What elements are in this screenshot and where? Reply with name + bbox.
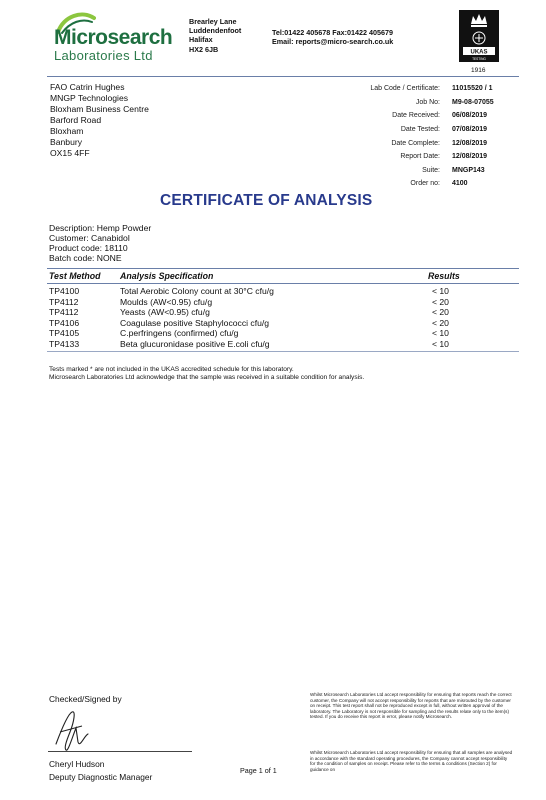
recipient-line: OX15 4FF [50,148,90,158]
meta-row [340,177,494,191]
tel-fax: Tel:01422 405678 Fax:01422 405679 [272,28,393,37]
meta-row [340,109,494,123]
meta-label: Suite: [422,166,440,174]
report-meta [340,82,494,191]
disclaimer-text: Whilst Microsearch Laboratories Ltd accept responsibility for ensuring that reports reach the correct customer, the Company will not accept responsibility for reports that are misrouted by the customer on receipt. This test report shall not be reproduced except in full, without written approval of the laboratory. The Laboratory is not responsible for sampling and the results relate only to the item(s) tested. If you do receive this report in error, please notify Microsearch. [310,692,512,720]
ukas-number: 1916 [471,67,486,74]
ukas-subtext: TESTING [472,57,486,61]
ukas-text: UKAS [470,49,488,56]
address-line: Brearley Lane [189,17,237,26]
cell-method: TP4100 [49,286,80,296]
logo-name: Microsearch [54,26,173,49]
meta-row [340,136,494,150]
meta-value: 12/08/2019 [452,153,488,161]
report-notes [49,366,364,383]
recipient-line: Barford Road [50,115,102,125]
detail-line: Description: Hemp Powder [49,223,152,233]
meta-label: Date Tested: [400,126,440,134]
meta-label: Date Received: [392,112,440,120]
table-bottom-border [47,351,519,352]
address-line: Halifax [189,35,213,45]
sample-details [49,223,151,263]
cell-method: TP4105 [49,328,80,339]
meta-label: Date Complete: [391,139,440,147]
meta-label: Order no: [410,180,440,188]
address-line: HX2 6JB [189,44,219,54]
lab-contact [272,28,393,46]
cell-spec: Yeasts (AW<0.95) cfu/g [120,307,210,318]
cell-method: TP4112 [49,307,79,318]
meta-value: 12/08/2019 [452,139,488,147]
recipient-line: Bloxham [50,126,84,136]
detail-line: Batch code: NONE [49,253,122,263]
ukas-crown-icon [459,10,499,62]
cell-result: < 20 [432,307,449,318]
recipient-line: MNGP Technologies [50,93,129,103]
signature-line [48,751,192,752]
checked-label: Checked/Signed by [49,694,122,704]
page-number: Page 1 of 1 [240,766,277,775]
cell-spec: C.perfringens (confirmed) cfu/g [120,328,239,339]
cell-method: TP4106 [49,317,80,328]
table-top-border [47,268,519,269]
recipient-line: FAO Catrin Hughes [50,82,125,92]
meta-value: 07/08/2019 [452,126,488,134]
recipient-line: Banbury [50,137,83,147]
meta-row [340,96,494,110]
cell-method: TP4112 [49,296,79,307]
cell-result: < 20 [432,317,449,328]
meta-label: Report Date: [400,153,440,161]
cell-result: < 10 [432,286,449,296]
email: Email: reports@micro-search.co.uk [272,37,394,47]
column-header-results: Results [428,271,460,281]
detail-line: Customer: Canabidol [49,233,130,243]
page-title: CERTIFICATE OF ANALYSIS [160,192,373,209]
ukas-badge [459,10,499,62]
table-row [49,286,519,297]
meta-row [340,164,494,178]
meta-row [340,123,494,137]
table-row [49,297,519,308]
company-logo [48,10,178,66]
cell-spec: Moulds (AW<0.95) cfu/g [120,296,213,307]
column-header-spec: Analysis Specification [120,271,214,281]
recipient-line: Bloxham Business Centre [50,104,149,114]
cell-spec: Beta glucuronidase positive E.coli cfu/g [120,338,270,349]
meta-row [340,82,494,96]
meta-value: 11015520 / 1 [452,85,493,93]
table-row [49,328,519,339]
logo-subtitle: Laboratories Ltd [54,48,153,63]
cell-result: < 10 [432,328,449,339]
header-divider [47,76,519,77]
cell-spec: Total Aerobic Colony count at 30°C cfu/g [120,286,274,296]
signer-name: Cheryl Hudson [49,759,105,769]
note-line: Tests marked * are not included in the UKAS accredited schedule for this laboratory. [49,366,294,373]
cell-spec: Coagulase positive Staphylococci cfu/g [120,317,270,328]
address-line: Luddendenfoot [189,26,242,36]
signer-block [49,758,152,783]
meta-label: Lab Code / Certificate: [370,85,440,93]
cell-result: < 20 [432,296,449,307]
meta-value: 4100 [452,180,468,188]
table-row [49,307,519,318]
signer-title: Deputy Diagnostic Manager [49,771,153,782]
meta-value: M9-08-07055 [452,98,494,106]
cell-method: TP4133 [49,338,80,349]
lab-address [189,17,241,54]
signature-icon [52,708,92,753]
disclaimer-text: Whilst Microsearch Laboratories Ltd accept responsibility for ensuring that all samples are analysed in accordance with the standard operating procedures, the Company cannot accept responsibility for the condition of samples on receipt. Please refer to the terms & conditions (Section 2) for guidance on [310,750,513,772]
note-line: Microsearch Laboratories Ltd acknowledge that the sample was received in a suitable condition for analysis. [49,374,365,382]
detail-line: Product code: 18110 [49,243,128,253]
table-row [49,318,519,329]
results-table [49,286,519,350]
meta-value: MNGP143 [452,166,485,174]
column-header-method: Test Method [49,271,101,281]
meta-row [340,150,494,164]
recipient-address [50,82,149,159]
meta-label: Job No: [415,98,440,106]
meta-value: 06/08/2019 [452,112,488,120]
table-row [49,339,519,350]
table-header-border [47,283,519,284]
cell-result: < 10 [432,338,449,349]
